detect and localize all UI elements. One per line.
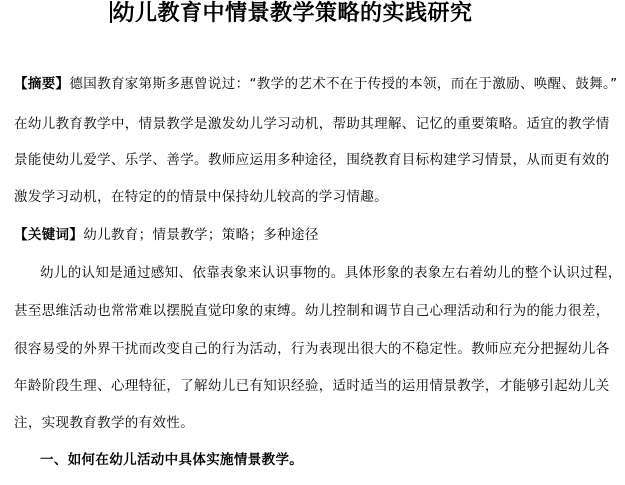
abstract-line-3: 景能使幼儿爱学、乐学、善学。教师应运用多种途径，围绕教育目标构建学习情景，从而更有效的 [14, 152, 610, 168]
body-line-1: 幼儿的认知是通过感知、依靠表象来认识事物的。具体形象的表象左右着幼儿的整个认识过程， [40, 265, 622, 281]
body-line-3: 很容易受的外界干扰而改变自己的行为活动，行为表现出很大的不稳定性。教师应充分把握幼儿各 [14, 341, 610, 357]
abstract-line-1: 【摘要】德国教育家第斯多惠曾说过：“教学的艺术不在于传授的本领，而在于激励、唤醒、鼓舞。” [14, 76, 618, 92]
keywords-label: 【关键词】 [14, 227, 84, 243]
section-heading: 一、如何在幼儿活动中具体实施情景教学。 [40, 452, 304, 468]
abstract-line-2: 在幼儿教育教学中，情景教学是激发幼儿学习动机，帮助其理解、记忆的重要策略。适宜的教学情 [14, 116, 610, 132]
keywords-text: 幼儿教育；情景教学；策略；多种途径 [83, 227, 319, 243]
keywords-line [14, 225, 614, 245]
body-line-4: 年龄阶段生理、心理特征，了解幼儿已有知识经验，适时适当的运用情景教学，才能够引起幼儿关 [14, 378, 610, 394]
abstract-label: 【摘要】 [14, 76, 70, 92]
document-title: 幼儿教育中情景教学策略的实践研究 [110, 0, 530, 27]
abstract-line-4: 激发学习动机，在特定的的情景中保持幼儿较高的学习情趣。 [14, 189, 388, 205]
body-line-5: 注，实现教育教学的有效性。 [14, 415, 195, 431]
text-cursor [110, 1, 112, 23]
body-line-2: 甚至思维活动也常常难以摆脱直觉印象的束缚。幼儿控制和调节自己心理活动和行为的能力很差， [14, 303, 610, 319]
